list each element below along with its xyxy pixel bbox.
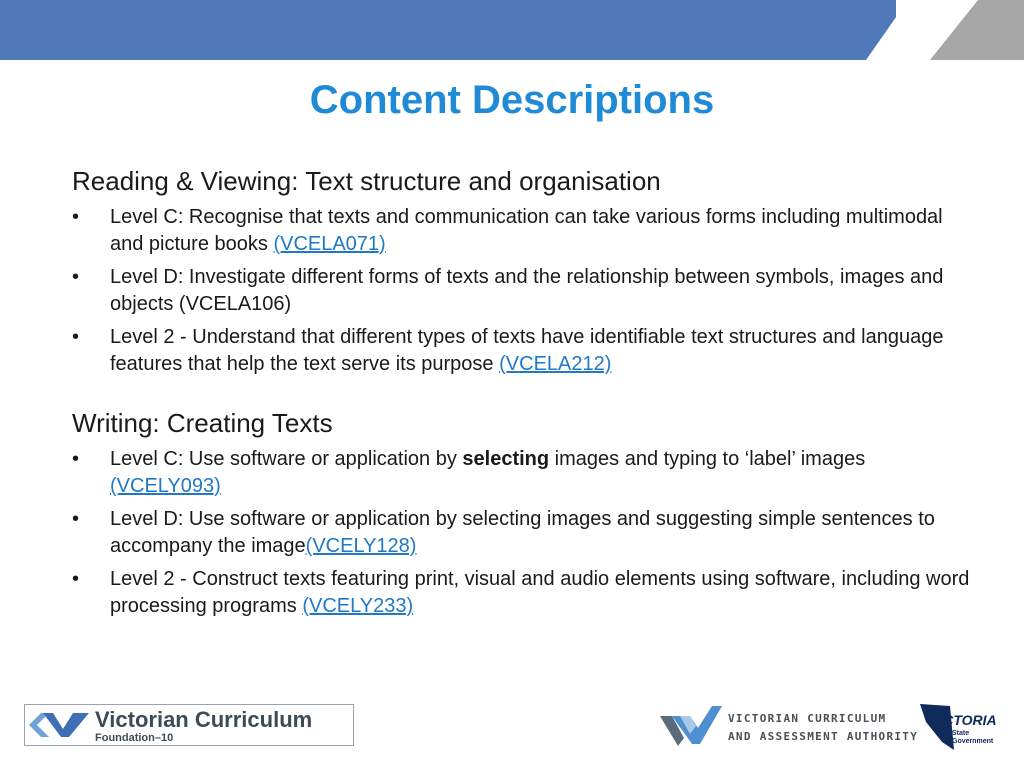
- bullet-marker: •: [72, 448, 80, 470]
- vc-logo-sub: Foundation–10: [95, 732, 174, 744]
- curriculum-code-link[interactable]: (VCELA071): [273, 233, 386, 255]
- bullet-item: [72, 324, 972, 378]
- bullet-marker: •: [72, 508, 80, 530]
- bullet-marker: •: [72, 206, 80, 228]
- bullet-text: images and typing to ‘label’ images: [549, 448, 866, 470]
- bullet-text: Level D: Investigate different forms of texts and the relationship between symbols, images and objects (VCELA106): [110, 266, 944, 315]
- bullet-bold-text: selecting: [462, 448, 550, 470]
- bullet-list: [72, 446, 972, 620]
- vcaa-logo-line1: VICTORIAN CURRICULUM: [728, 712, 887, 725]
- victorian-curriculum-logo: [24, 704, 354, 746]
- bullet-item: [72, 566, 972, 620]
- victoria-logo-sub1: State: [952, 730, 970, 737]
- vc-chevron-logo-icon: [29, 711, 91, 739]
- bullet-item: [72, 506, 972, 560]
- vc-logo-name: Victorian Curriculum: [95, 707, 313, 732]
- section-heading: Writing: Creating Texts: [72, 408, 333, 438]
- bullet-marker: •: [72, 266, 80, 288]
- bullet-text: Level 2 - Construct texts featuring print, visual and audio elements using software, including word processing programs: [110, 568, 970, 617]
- curriculum-code-link[interactable]: (VCELY233): [302, 595, 414, 617]
- victoria-logo-sub2: Government: [952, 738, 994, 745]
- bullet-list: [72, 204, 972, 378]
- slide-title: Content Descriptions: [309, 78, 715, 122]
- section-reading-viewing: [72, 164, 972, 378]
- vcaa-logo: [660, 706, 919, 746]
- bullet-item: [72, 264, 972, 318]
- victoria-logo-sub: [952, 730, 993, 746]
- curriculum-code-link[interactable]: (VCELY128): [305, 535, 417, 557]
- vcaa-check-logo-icon: [660, 706, 724, 746]
- curriculum-code-link[interactable]: (VCELY093): [110, 475, 221, 497]
- bullet-text: Level C: Use software or application by: [110, 448, 463, 470]
- bullet-text: Level 2 - Understand that different types of texts have identifiable text structures and language features that help the text serve its purpose: [110, 326, 944, 375]
- vcaa-logo-line2: AND ASSESSMENT AUTHORITY: [728, 730, 919, 743]
- slide-content: [72, 164, 972, 648]
- bullet-item: [72, 204, 972, 258]
- victoria-government-logo: [918, 702, 1002, 752]
- top-banner: [0, 0, 1024, 60]
- curriculum-code-link[interactable]: (VCELA212): [499, 353, 612, 375]
- section-heading: Reading & Viewing: Text structure and organisation: [72, 166, 661, 196]
- bullet-marker: •: [72, 568, 80, 590]
- victoria-logo-word: VICTORIA: [930, 712, 997, 728]
- bullet-item: [72, 446, 972, 500]
- bullet-text: Level C: Recognise that texts and communication can take various forms including multimodal and picture books: [110, 206, 943, 255]
- section-writing: [72, 406, 972, 620]
- bullet-marker: •: [72, 326, 80, 348]
- bullet-text: Level D: Use software or application by selecting images and suggesting simple sentences to accompany the image: [110, 508, 935, 557]
